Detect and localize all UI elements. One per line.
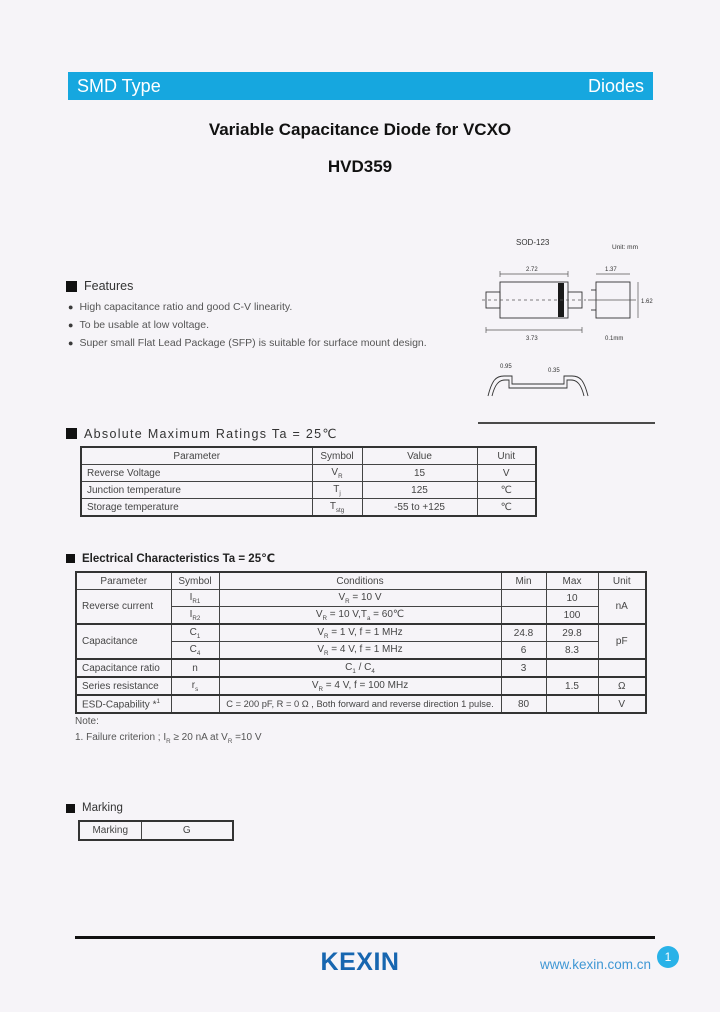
bullet-icon: ● [68, 302, 74, 312]
lead-profile [488, 376, 588, 396]
table-row [76, 695, 646, 713]
max-cell: 10 [546, 590, 598, 607]
min-cell: 80 [501, 695, 546, 713]
col-header: Min [501, 572, 546, 590]
dim-side-width: 1.37 [605, 267, 617, 273]
feature-item [68, 319, 209, 331]
conditions-cell: $V_R = 10$ $V,T_a$ = 60℃ [219, 607, 501, 625]
page-number-badge: 1 [657, 946, 679, 968]
feature-text: To be usable at low voltage. [79, 319, 210, 331]
table-row [76, 677, 646, 695]
symbol-cell: $C_1$ [171, 624, 219, 642]
col-header: Value [362, 447, 477, 465]
banner-right-label: Diodes [587, 75, 644, 96]
package-body [500, 282, 568, 318]
unit-cell: nA [598, 590, 646, 625]
table-header-row [76, 572, 646, 590]
unit-cell: ℃ [477, 499, 536, 517]
parameter-cell: Capacitance ratio [76, 659, 171, 677]
features-heading [66, 279, 133, 293]
dim-lead-a: 0.95 [500, 364, 512, 370]
dim-body-width: 2.72 [526, 267, 538, 273]
col-header: Conditions [219, 572, 501, 590]
unit-cell: pF [598, 624, 646, 659]
footer-rule [75, 936, 655, 939]
table-row [81, 465, 536, 482]
unit-cell: ℃ [477, 482, 536, 499]
conditions-cell: C = 200 pF, R = 0 Ω , Both forward and reverse direction 1 pulse. [219, 695, 501, 713]
symbol-cell: $T_{stg}$ [312, 499, 362, 517]
parameter-cell: Capacitance [76, 624, 171, 659]
col-header: Parameter [76, 572, 171, 590]
section-square-icon [66, 281, 77, 292]
unit-cell: V [477, 465, 536, 482]
website-link[interactable]: www.kexin.com.cn [539, 957, 651, 972]
dim-lead-b: 0.35 [548, 368, 560, 374]
value-cell: 15 [362, 465, 477, 482]
symbol-cell: $C_4$ [171, 642, 219, 660]
marking-table [78, 820, 234, 841]
max-cell [546, 695, 598, 713]
marking-value-cell: G [141, 821, 233, 840]
note-text: 1. Failure criterion ; $I_R \ge 20$ nA at $V_R =10$ V [75, 732, 262, 745]
col-header: Parameter [81, 447, 312, 465]
table-row [81, 482, 536, 499]
bullet-icon: ● [68, 320, 74, 330]
parameter-cell: Reverse current [76, 590, 171, 625]
col-header: Unit [598, 572, 646, 590]
parameter-cell: Storage temperature [81, 499, 312, 517]
note-label: Note: [75, 716, 99, 727]
min-cell [501, 677, 546, 695]
table-header-row [81, 447, 536, 465]
min-cell: 3 [501, 659, 546, 677]
kexin-logo: KEXIN [320, 948, 400, 976]
lead-profile-inner [492, 380, 584, 396]
unit-label: Unit: mm [612, 244, 638, 251]
col-header: Symbol [312, 447, 362, 465]
marking-label-cell: Marking [79, 821, 141, 840]
features-heading-label: Features [84, 279, 134, 293]
parameter-cell: Junction temperature [81, 482, 312, 499]
marking-heading-label: Marking [82, 802, 123, 814]
max-cell: 29.8 [546, 624, 598, 642]
col-header: Unit [477, 447, 536, 465]
parameter-cell: ESD-Capability *$^1$ [76, 695, 171, 713]
col-header: Symbol [171, 572, 219, 590]
col-header: Max [546, 572, 598, 590]
elec-heading [66, 551, 275, 565]
symbol-cell: n [171, 659, 219, 677]
unit-cell: V [598, 695, 646, 713]
dim-total-width: 3.73 [526, 336, 538, 342]
bullet-icon: ● [68, 338, 74, 348]
category-banner [68, 72, 653, 100]
min-cell [501, 590, 546, 607]
unit-cell: Ω [598, 677, 646, 695]
part-number: HVD359 [327, 157, 393, 176]
max-cell: 1.5 [546, 677, 598, 695]
table-row [76, 624, 646, 642]
table-row [81, 499, 536, 517]
parameter-cell: Series resistance [76, 677, 171, 695]
max-cell [546, 659, 598, 677]
section-square-icon [66, 428, 77, 439]
conditions-cell: $V_R = 4$ V, f = 1 MHz [219, 642, 501, 660]
feature-item [68, 337, 427, 349]
absmax-heading-label: Absolute Maximum Ratings Ta = 25℃ [84, 427, 338, 441]
min-cell [501, 607, 546, 625]
symbol-cell: $I_{R2}$ [171, 607, 219, 625]
max-cell: 8.3 [546, 642, 598, 660]
feature-text: High capacitance ratio and good C-V linearity. [79, 301, 293, 313]
electrical-characteristics-table [75, 571, 647, 714]
section-square-icon [66, 804, 75, 813]
marking-heading [66, 802, 123, 814]
min-cell: 24.8 [501, 624, 546, 642]
symbol-cell: $r_s$ [171, 677, 219, 695]
value-cell: 125 [362, 482, 477, 499]
dim-side-height: 1.62 [641, 299, 653, 305]
unit-cell [598, 659, 646, 677]
parameter-cell: Reverse Voltage [81, 465, 312, 482]
package-name-label: SOD-123 [516, 238, 550, 247]
banner-left-label: SMD Type [77, 75, 161, 96]
conditions-cell: $V_R = 10$ V [219, 590, 501, 607]
value-cell: -55 to +125 [362, 499, 477, 517]
conditions-cell: $C_1 / C_4$ [219, 659, 501, 677]
symbol-cell: $I_{R1}$ [171, 590, 219, 607]
section-square-icon [66, 554, 75, 563]
symbol-cell [171, 695, 219, 713]
doc-title: Variable Capacitance Diode for VCXO [208, 120, 512, 139]
elec-heading-label: Electrical Characteristics Ta = 25℃ [82, 553, 276, 565]
table-row [76, 659, 646, 677]
absmax-heading [66, 426, 338, 441]
symbol-cell: $V_R$ [312, 465, 362, 482]
dim-standoff: 0.1mm [605, 336, 624, 342]
feature-item [68, 301, 292, 313]
table-row [76, 590, 646, 607]
symbol-cell: $T_j$ [312, 482, 362, 499]
conditions-cell: $V_R = 1$ V, f = 1 MHz [219, 624, 501, 642]
feature-text: Super small Flat Lead Package (SFP) is suitable for surface mount design. [79, 337, 427, 349]
absolute-maximum-ratings-table [80, 446, 537, 517]
table-row [79, 821, 233, 840]
conditions-cell: $V_R = 4$ V, f = 100 MHz [219, 677, 501, 695]
min-cell: 6 [501, 642, 546, 660]
max-cell: 100 [546, 607, 598, 625]
package-outline-figure [478, 228, 656, 426]
